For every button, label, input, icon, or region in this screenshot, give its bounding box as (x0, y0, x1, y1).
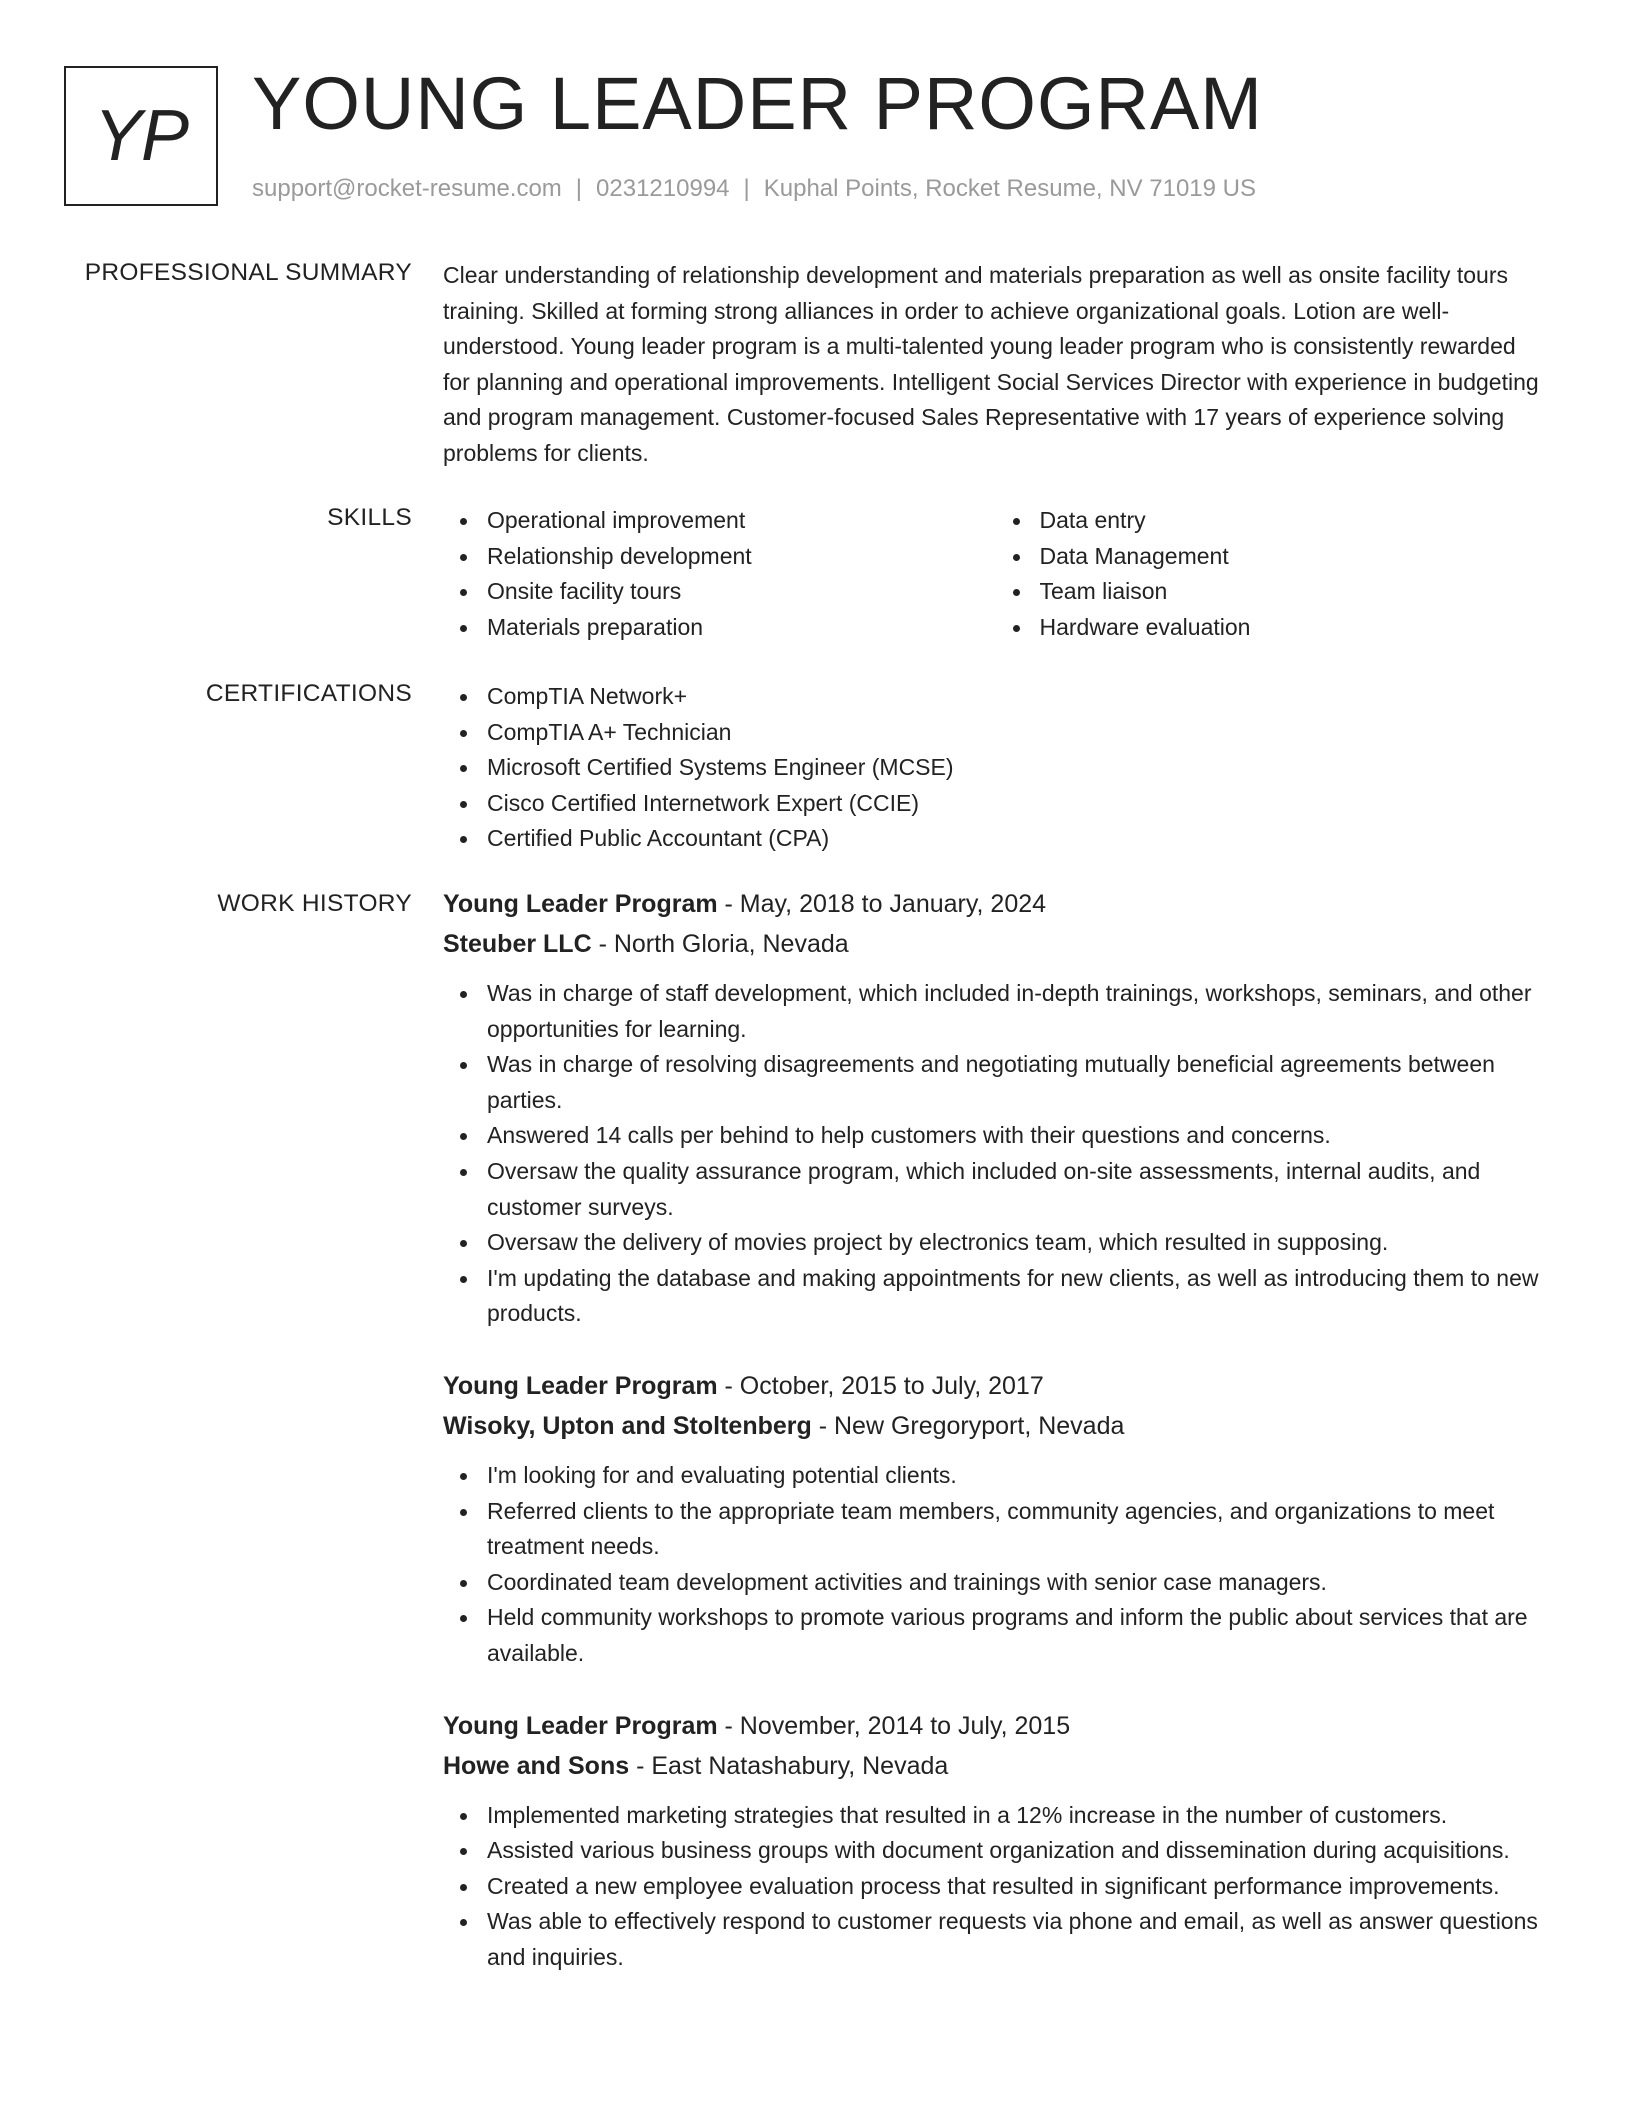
job-title: Young Leader Program (443, 890, 718, 918)
summary-text: Clear understanding of relationship development and materials preparation as well as onsite facility tours training. Skilled at forming strong alliances in order to achieve organizational goals. Lotion are well-understood. Young leader program is a multi-talented young leader program who is consistently rewarded for planning and operational improvements. Intelligent Social Services Director with experience in budgeting and program management. Customer-focused Sales Representative with 17 years of experience solving problems for clients. (443, 262, 1539, 466)
list-item: Relationship development (487, 539, 996, 575)
phone-text: 0231210994 (596, 175, 730, 202)
summary-body (443, 258, 1548, 472)
list-item: Answered 14 calls per behind to help customers with their questions and concerns. (487, 1118, 1548, 1154)
certifications-body (443, 679, 1548, 857)
list-item: Microsoft Certified Systems Engineer (MCSE) (487, 750, 1548, 786)
list-item: Operational improvement (487, 503, 996, 539)
job-company: Wisoky, Upton and Stoltenberg (443, 1411, 812, 1440)
job-duties (443, 1458, 1548, 1672)
work-history-body (443, 884, 1548, 2009)
contact-line (252, 174, 1256, 204)
list-item: CompTIA Network+ (487, 679, 1548, 715)
list-item: Team liaison (1040, 574, 1549, 610)
email-text: support@rocket-resume.com (252, 175, 562, 202)
job-location: - East Natashabury, Nevada (629, 1751, 949, 1780)
job-title-line (443, 1706, 1548, 1746)
list-item: Materials preparation (487, 610, 996, 646)
list-item: Implemented marketing strategies that resulted in a 12% increase in the number of customers. (487, 1798, 1548, 1834)
job-company: Howe and Sons (443, 1751, 630, 1780)
list-item: CompTIA A+ Technician (487, 715, 1548, 751)
initials-monogram: YP (64, 66, 218, 206)
list-item: Was in charge of resolving disagreements and negotiating mutually beneficial agreements between parties. (487, 1047, 1548, 1118)
list-item: I'm updating the database and making appointments for new clients, as well as introducing them to new products. (487, 1261, 1548, 1332)
job-dates: - November, 2014 to July, 2015 (717, 1711, 1071, 1740)
job-title: Young Leader Program (443, 1711, 718, 1740)
list-item: Referred clients to the appropriate team members, community agencies, and organizations to meet treatment needs. (487, 1494, 1548, 1565)
job-entry (443, 1706, 1548, 1976)
job-company-line (443, 1746, 1548, 1786)
job-duties (443, 976, 1548, 1332)
skills-column-1 (443, 503, 996, 645)
job-dates: - May, 2018 to January, 2024 (717, 890, 1047, 918)
list-item: Created a new employee evaluation process that resulted in significant performance improvements. (487, 1869, 1548, 1905)
list-item: Was able to effectively respond to customer requests via phone and email, as well as answer questions and inquiries. (487, 1904, 1548, 1975)
separator: | (575, 175, 583, 202)
list-item: I'm looking for and evaluating potential clients. (487, 1458, 1548, 1494)
job-entry (443, 1366, 1548, 1672)
job-location: - New Gregoryport, Nevada (811, 1411, 1125, 1440)
list-item: Onsite facility tours (487, 574, 996, 610)
job-duties (443, 1798, 1548, 1976)
address-text: Kuphal Points, Rocket Resume, NV 71019 US (763, 175, 1257, 202)
list-item: Data entry (1040, 503, 1549, 539)
separator: | (743, 175, 750, 202)
list-item: Data Management (1040, 539, 1549, 575)
list-item: Oversaw the delivery of movies project by electronics team, which resulted in supposing. (487, 1225, 1548, 1261)
job-title-line (443, 1366, 1548, 1406)
list-item: Coordinated team development activities and trainings with senior case managers. (487, 1565, 1548, 1601)
list-item: Was in charge of staff development, which included in-depth trainings, workshops, seminars, and other opportunities for learning. (487, 976, 1548, 1047)
section-label-certifications: CERTIFICATIONS (205, 680, 412, 707)
job-dates: - October, 2015 to July, 2017 (717, 1371, 1044, 1400)
section-label-skills: SKILLS (327, 504, 412, 531)
job-company-line (443, 1406, 1548, 1446)
list-item: Hardware evaluation (1040, 610, 1549, 646)
section-label-work-history: WORK HISTORY (217, 890, 412, 917)
skills-body (443, 503, 1548, 645)
job-company-line (443, 924, 1548, 964)
job-title: Young Leader Program (443, 1371, 718, 1400)
section-label-summary: PROFESSIONAL SUMMARY (84, 259, 412, 286)
list-item: Cisco Certified Internetwork Expert (CCIE) (487, 786, 1548, 822)
job-entry (443, 884, 1548, 1332)
list-item: Certified Public Accountant (CPA) (487, 821, 1548, 857)
job-location: - North Gloria, Nevada (591, 930, 849, 958)
list-item: Assisted various business groups with document organization and dissemination during acquisitions. (487, 1833, 1548, 1869)
certifications-list (443, 679, 1548, 857)
candidate-name: YOUNG LEADER PROGRAM (252, 62, 1263, 145)
list-item: Oversaw the quality assurance program, which included on-site assessments, internal audits, and customer surveys. (487, 1154, 1548, 1225)
job-company: Steuber LLC (443, 930, 592, 958)
skills-column-2 (996, 503, 1549, 645)
list-item: Held community workshops to promote various programs and inform the public about services that are available. (487, 1600, 1548, 1671)
job-title-line (443, 884, 1548, 924)
